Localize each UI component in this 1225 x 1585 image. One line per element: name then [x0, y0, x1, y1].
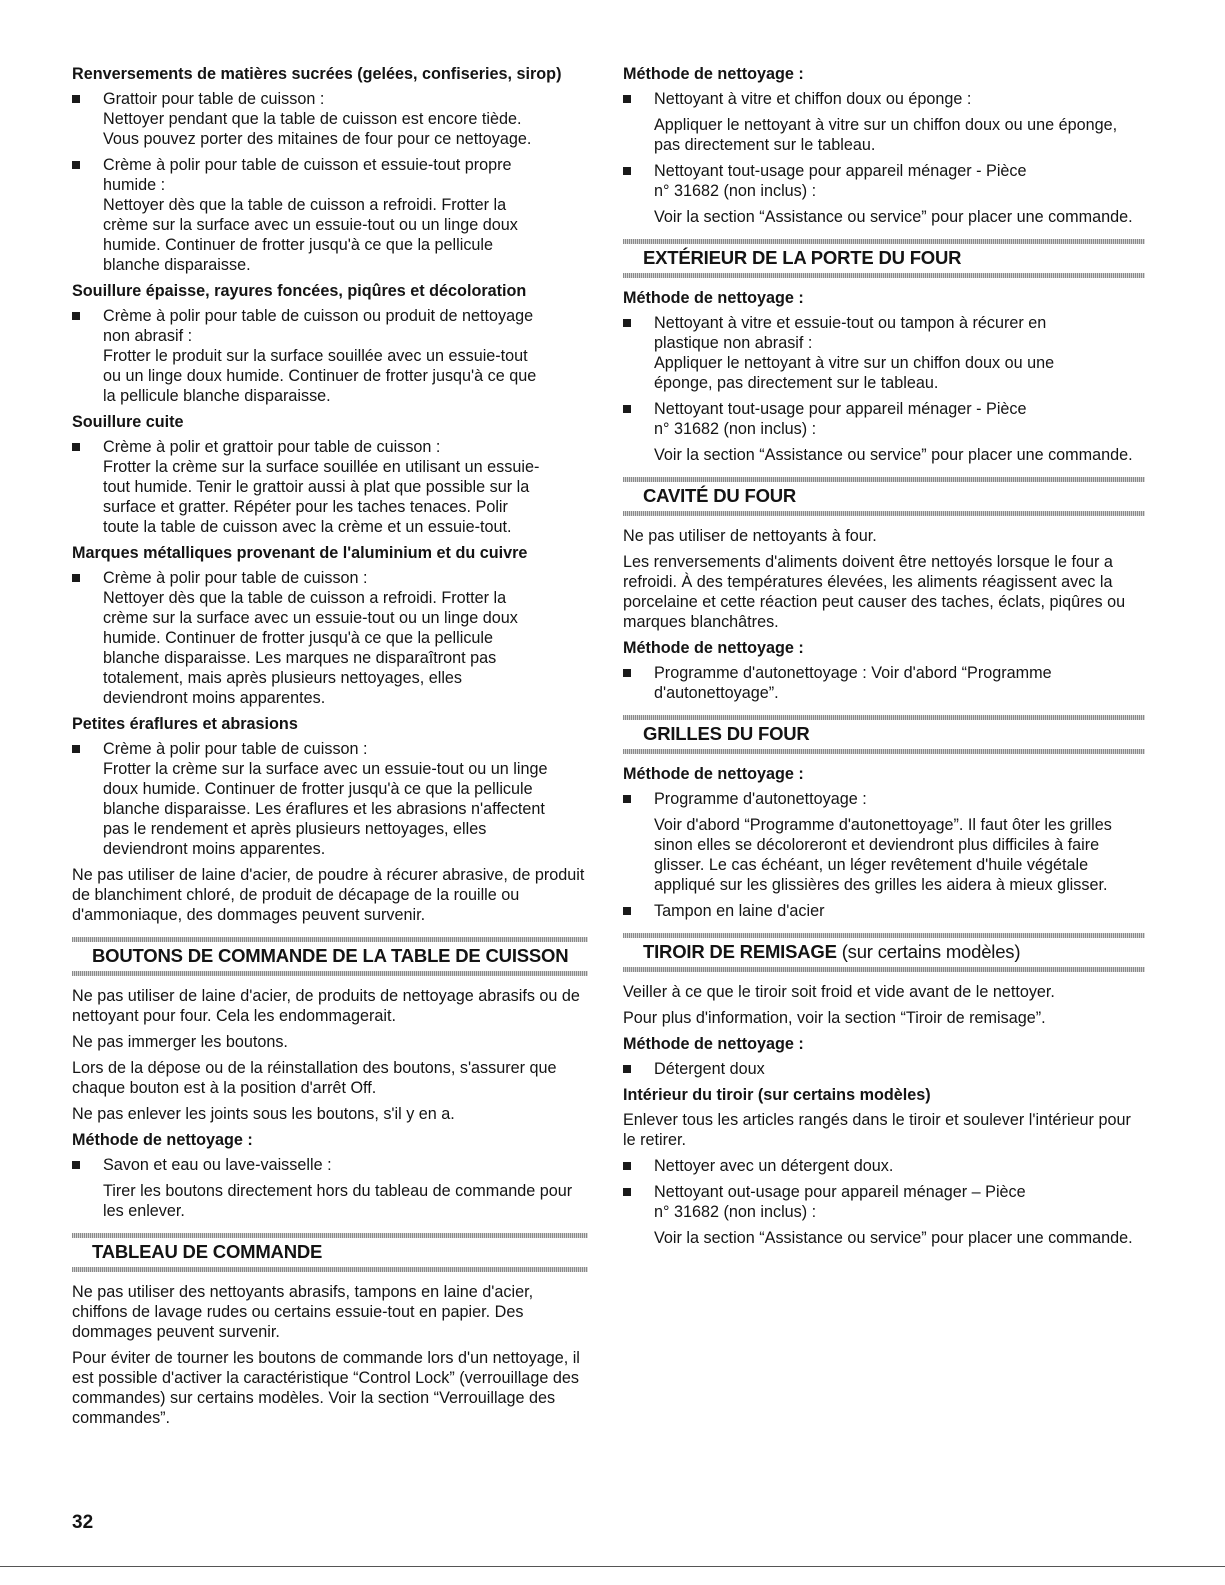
bullet-square-icon — [623, 1162, 631, 1170]
page-number: 32 — [72, 1512, 94, 1533]
method-heading: Méthode de nettoyage : — [623, 65, 804, 83]
paragraph: Lors de la dépose ou de la réinstallation des boutons, s'assurer que chaque bouton est à la position d'arrêt Off. — [72, 1059, 557, 1097]
bullet-subtext: Voir d'abord “Programme d'autonettoyage”. Il faut ôter les grilles sinon elles se décoloreront et deviendront plus difficiles à faire glisser. Le cas échéant, un léger revêtement d'huile végétale appliqué sur les glissières des grilles les aidera à mieux glisser. — [654, 816, 1112, 894]
section-rule — [623, 967, 1145, 972]
bullet-item: Nettoyer avec un détergent doux. — [623, 1156, 1145, 1176]
bullet-item: Tampon en laine d'acier — [623, 901, 1145, 921]
bullet-subtext: Voir la section “Assistance ou service” pour placer une commande. — [654, 446, 1133, 464]
bullet-item: Nettoyant out-usage pour appareil ménager – Pièce n° 31682 (non inclus) : — [623, 1182, 1145, 1222]
bullet-square-icon — [623, 795, 631, 803]
paragraph: Ne pas utiliser des nettoyants abrasifs, tampons en laine d'acier, chiffons de lavage rudes ou certains essuie-tout en papier. Des dommages peuvent survenir. — [72, 1283, 534, 1341]
bullet-item: Nettoyant tout-usage pour appareil ménager - Pièce n° 31682 (non inclus) : — [623, 161, 1145, 201]
bullet-item: Nettoyant à vitre et chiffon doux ou éponge : — [623, 89, 1145, 109]
heading-thick-soil: Souillure épaisse, rayures foncées, piqûres et décoloration — [72, 282, 527, 300]
section-rule — [623, 511, 1145, 516]
method-heading: Méthode de nettoyage : — [72, 1131, 253, 1149]
method-heading: Méthode de nettoyage : — [623, 1035, 804, 1053]
paragraph: Ne pas immerger les boutons. — [72, 1033, 288, 1051]
section-header-door-exterior: EXTÉRIEUR DE LA PORTE DU FOUR — [623, 239, 1145, 278]
paragraph: Pour éviter de tourner les boutons de commande lors d'un nettoyage, il est possible d'activer la caractéristique “Control Lock” (verrouillage des commandes) sur certains modèles. Voir la section “Verrouillage des commandes”. — [72, 1349, 580, 1427]
paragraph: Ne pas utiliser de laine d'acier, de produits de nettoyage abrasifs ou de nettoyant pour four. Cela les endommagerait. — [72, 987, 580, 1025]
bullet-square-icon — [72, 443, 80, 451]
bullet-square-icon — [623, 1188, 631, 1196]
method-heading: Méthode de nettoyage : — [623, 639, 804, 657]
paragraph: Ne pas utiliser de nettoyants à four. — [623, 527, 877, 545]
bullet-item: Détergent doux — [623, 1059, 1145, 1079]
bullet-item: Nettoyant tout-usage pour appareil ménager - Pièce n° 31682 (non inclus) : — [623, 399, 1145, 439]
section-rule — [623, 749, 1145, 754]
section-rule — [72, 1267, 588, 1272]
bullet-item: Programme d'autonettoyage : Voir d'abord “Programme d'autonettoyage”. — [623, 663, 1145, 703]
bullet-item: Crème à polir et grattoir pour table de cuisson : Frotter la crème sur la surface souillée en utilisant un essuie- tout humide. Tenir le grattoir aussi à plat que possible sur la surface et gratter. Répéter pour les taches tenaces. Polir toute la table de cuisson avec la crème et un essuie-tout. — [72, 437, 588, 537]
heading-baked-soil: Souillure cuite — [72, 413, 184, 431]
bullet-square-icon — [623, 167, 631, 175]
heading-drawer-interior: Intérieur du tiroir (sur certains modèles) — [623, 1086, 931, 1104]
paragraph: Les renversements d'aliments doivent être nettoyés lorsque le four a refroidi. À des températures élevées, les aliments réagissent avec la porcelaine et cette réaction peut causer des taches, éclats, piqûres ou marques blanchâtres. — [623, 553, 1126, 631]
section-header-oven-racks: GRILLES DU FOUR — [623, 715, 1145, 754]
bullet-subtext: Voir la section “Assistance ou service” pour placer une commande. — [654, 1229, 1133, 1247]
bullet-subtext: Voir la section “Assistance ou service” pour placer une commande. — [654, 208, 1133, 226]
bullet-item: Grattoir pour table de cuisson : Nettoyer pendant que la table de cuisson est encore tiède. Vous pouvez porter des mitaines de four pour ce nettoyage. — [72, 89, 588, 149]
bullet-square-icon — [623, 669, 631, 677]
bullet-square-icon — [72, 312, 80, 320]
paragraph: Veiller à ce que le tiroir soit froid et vide avant de le nettoyer. — [623, 983, 1055, 1001]
bullet-square-icon — [72, 95, 80, 103]
heading-scratches: Petites éraflures et abrasions — [72, 715, 298, 733]
bullet-item: Crème à polir pour table de cuisson : Nettoyer dès que la table de cuisson a refroidi. Frotter la crème sur la surface avec un essuie-tout ou un linge doux humide. Continuer de frotter jusqu'à ce que la pellicule blanche disparaisse. Les marques ne disparaîtront pas totalement, mais après plusieurs nettoyages, elles deviendront moins apparentes. — [72, 568, 588, 708]
bullet-item: Crème à polir pour table de cuisson et essuie-tout propre humide : Nettoyer dès que la table de cuisson a refroidi. Frotter la crème sur la surface avec un essuie-tout ou un linge doux humide. Continuer de frotter jusqu'à ce que la pellicule blanche disparaisse. — [72, 155, 588, 275]
section-header-control-panel: TABLEAU DE COMMANDE — [72, 1233, 588, 1272]
bullet-item: Nettoyant à vitre et essuie-tout ou tampon à récurer en plastique non abrasif : Appliquer le nettoyant à vitre sur un chiffon doux ou une éponge, pas directement sur le tableau. — [623, 313, 1145, 393]
bullet-square-icon — [72, 574, 80, 582]
section-rule — [72, 971, 588, 976]
bullet-square-icon — [72, 161, 80, 169]
method-heading: Méthode de nettoyage : — [623, 289, 804, 307]
bullet-square-icon — [72, 1161, 80, 1169]
bullet-item: Crème à polir pour table de cuisson : Frotter la crème sur la surface avec un essuie-tout ou un linge doux humide. Continuer de frotter jusqu'à ce que la pellicule blanche disparaisse. Les éraflures et les abrasions n'affectent pas le rendement et après plusieurs nettoyages, elles deviendront moins apparentes. — [72, 739, 588, 859]
heading-sugar-spills: Renversements de matières sucrées (gelées, confiseries, sirop) — [72, 65, 562, 83]
bullet-square-icon — [623, 405, 631, 413]
bullet-subtext: Appliquer le nettoyant à vitre sur un chiffon doux ou une éponge, pas directement sur le tableau. — [654, 116, 1118, 154]
bullet-item: Crème à polir pour table de cuisson ou produit de nettoyage non abrasif : Frotter le produit sur la surface souillée avec un essuie-tout ou un linge doux humide. Continuer de frotter jusqu'à ce que la pellicule blanche disparaisse. — [72, 306, 588, 406]
bottom-rule — [0, 1566, 1225, 1567]
bullet-item: Savon et eau ou lave-vaisselle : — [72, 1155, 588, 1175]
section-rule — [623, 273, 1145, 278]
bullet-square-icon — [72, 745, 80, 753]
paragraph: Pour plus d'information, voir la section “Tiroir de remisage”. — [623, 1009, 1046, 1027]
left-column — [72, 64, 588, 1434]
heading-metal-marks: Marques métalliques provenant de l'aluminium et du cuivre — [72, 544, 528, 562]
right-column — [623, 64, 1145, 1254]
section-header-oven-cavity: CAVITÉ DU FOUR — [623, 477, 1145, 516]
paragraph: Enlever tous les articles rangés dans le tiroir et soulever l'intérieur pour le retirer. — [623, 1111, 1131, 1149]
bullet-square-icon — [623, 907, 631, 915]
section-header-knobs: BOUTONS DE COMMANDE DE LA TABLE DE CUISSON — [72, 937, 588, 976]
bullet-subtext: Tirer les boutons directement hors du tableau de commande pour les enlever. — [103, 1182, 573, 1220]
bullet-square-icon — [623, 95, 631, 103]
section-header-storage-drawer: TIROIR DE REMISAGE (sur certains modèles) — [623, 933, 1145, 972]
warning-paragraph: Ne pas utiliser de laine d'acier, de poudre à récurer abrasive, de produit de blanchiment chloré, de produit de décapage de la rouille ou d'ammoniaque, des dommages peuvent survenir. — [72, 866, 585, 924]
bullet-item: Programme d'autonettoyage : — [623, 789, 1145, 809]
bullet-square-icon — [623, 1065, 631, 1073]
paragraph: Ne pas enlever les joints sous les boutons, s'il y en a. — [72, 1105, 455, 1123]
method-heading: Méthode de nettoyage : — [623, 765, 804, 783]
bullet-square-icon — [623, 319, 631, 327]
